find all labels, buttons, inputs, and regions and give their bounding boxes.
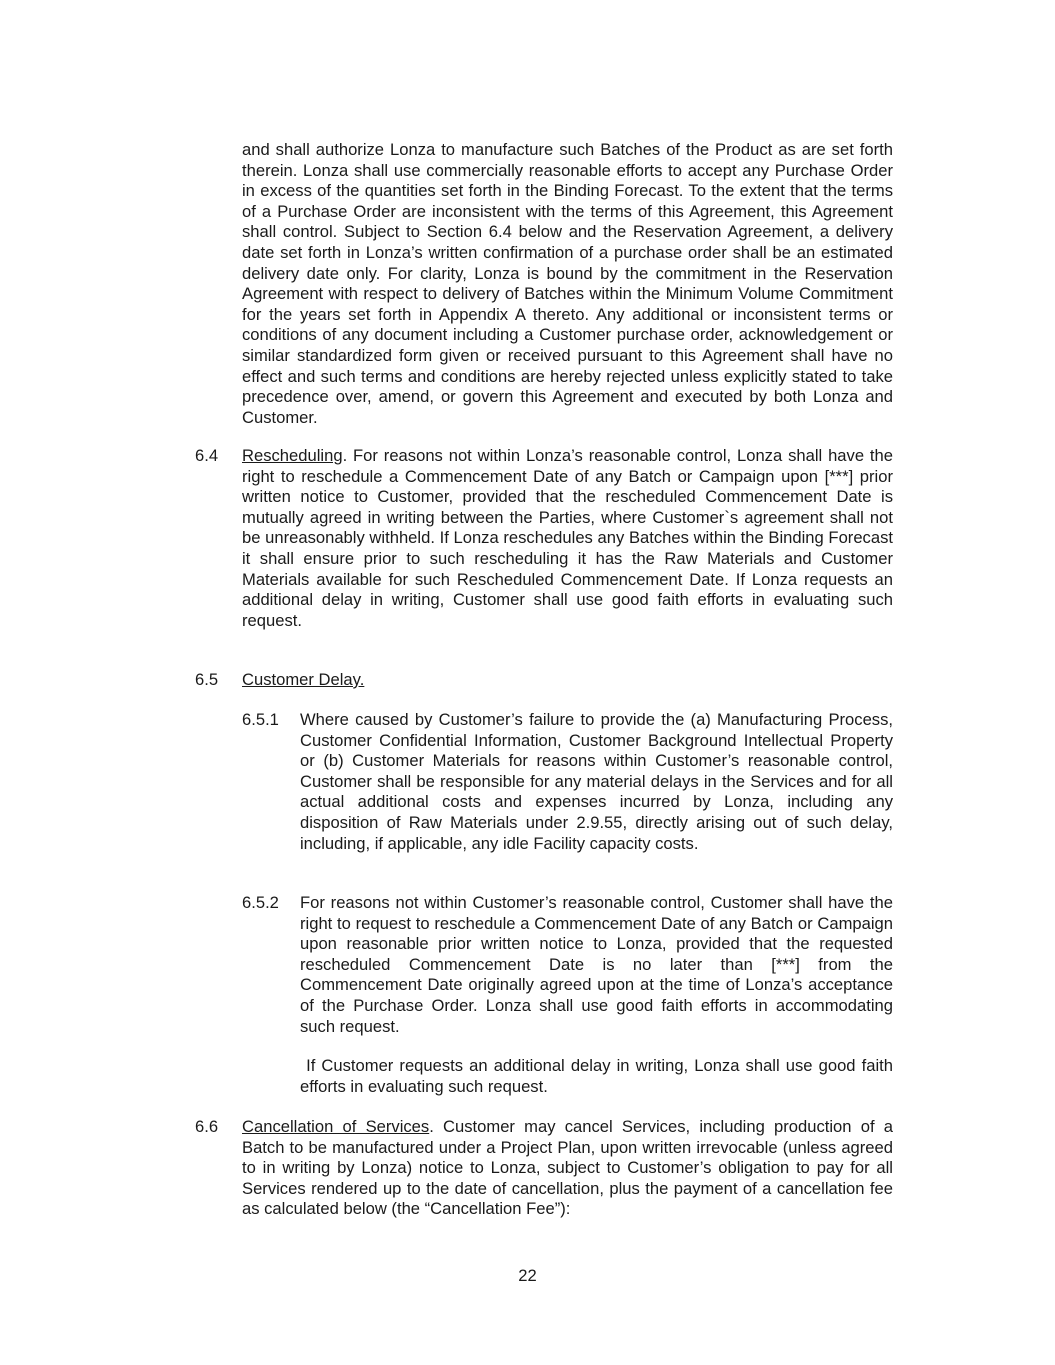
- page-number: 22: [518, 1266, 537, 1285]
- section-6-6-body: [242, 1117, 893, 1220]
- section-6-4-text: . For reasons not within Lonza’s reasonable control, Lonza shall have the right to reschedule a Commencement Date of any Batch or Campaign upon [***] prior written notice to Customer, provided that the rescheduled Commencement Date is mutually agreed in writing between the Parties, where Customer`s agreement shall not be unreasonably withheld. If Lonza reschedules any Batches within the Binding Forecast it shall ensure prior to such rescheduling it has the Raw Materials and Customer Materials available for such Rescheduled Commencement Date. If Lonza requests an additional delay in writing, Customer shall use good faith efforts in evaluating such request.: [242, 446, 893, 630]
- section-6-6-number: 6.6: [195, 1117, 219, 1136]
- section-6-4-heading: Rescheduling: [242, 446, 343, 465]
- section-6-6-text: . Customer may cancel Services, including production of a Batch to be manufactured under a Project Plan, upon written irrevocable (unless agreed to in writing by Lonza) notice to Lonza, subject to Customer’s obligation to pay for all Services rendered up to the date of cancellation, plus the payment of a cancellation fee as calculated below (the “Cancellation Fee”):: [242, 1117, 893, 1219]
- section-6-5-heading: Customer Delay.: [242, 670, 365, 689]
- section-6-5-1-text: Where caused by Customer’s failure to provide the (a) Manufacturing Process, Customer Confidential Information, Customer Background Intellectual Property or (b) Customer Materials for reasons within Customer’s reasonable control, Customer shall be responsible for any material delays in the Services and for all actual additional costs and expenses incurred by Lonza, including any disposition of Raw Materials under 2.9.55, directly arising out of such delay, including, if applicable, any idle Facility capacity costs.: [300, 710, 893, 853]
- section-6-5-number: 6.5: [195, 670, 219, 689]
- section-6-5-1-number: 6.5.1: [242, 710, 279, 729]
- section-6-6-heading: Cancellation of Services: [242, 1117, 430, 1136]
- section-6-4-body: [242, 446, 893, 631]
- section-6-5-2-number: 6.5.2: [242, 893, 279, 912]
- intro-paragraph: and shall authorize Lonza to manufacture such Batches of the Product as are set forth therein. Lonza shall use commercially reasonable efforts to accept any Purchase Order in excess of the quantities set forth in the Binding Forecast. To the extent that the terms of a Purchase Order are inconsistent with the terms of this Agreement, this Agreement shall control. Subject to Section 6.4 below and the Reservation Agreement, a delivery date set forth in Lonza’s written confirmation of a purchase order shall be an estimated delivery date only. For clarity, Lonza is bound by the commitment in the Reservation Agreement with respect to delivery of Batches within the Minimum Volume Commitment for the years set forth in Appendix A thereto. Any additional or inconsistent terms or conditions of any document including a Customer purchase order, acknowledgement or similar standardized form given or received pursuant to this Agreement shall have no effect and such terms and conditions are hereby rejected unless explicitly stated to take precedence over, amend, or govern this Agreement and executed by both Lonza and Customer.: [242, 140, 893, 427]
- section-6-5-2-text: For reasons not within Customer’s reasonable control, Customer shall have the right to request to reschedule a Commencement Date of any Batch or Campaign upon reasonable prior written notice to Lonza, provided that the requested rescheduled Commencement Date is no later than [***] from the Commencement Date originally agreed upon at the time of Lonza’s acceptance of the Purchase Order. Lonza shall use good faith efforts in accommodating such request.: [300, 893, 893, 1036]
- section-6-4-number: 6.4: [195, 446, 219, 465]
- section-6-5-2-followup: If Customer requests an additional delay in writing, Lonza shall use good faith efforts in evaluating such request.: [300, 1056, 898, 1096]
